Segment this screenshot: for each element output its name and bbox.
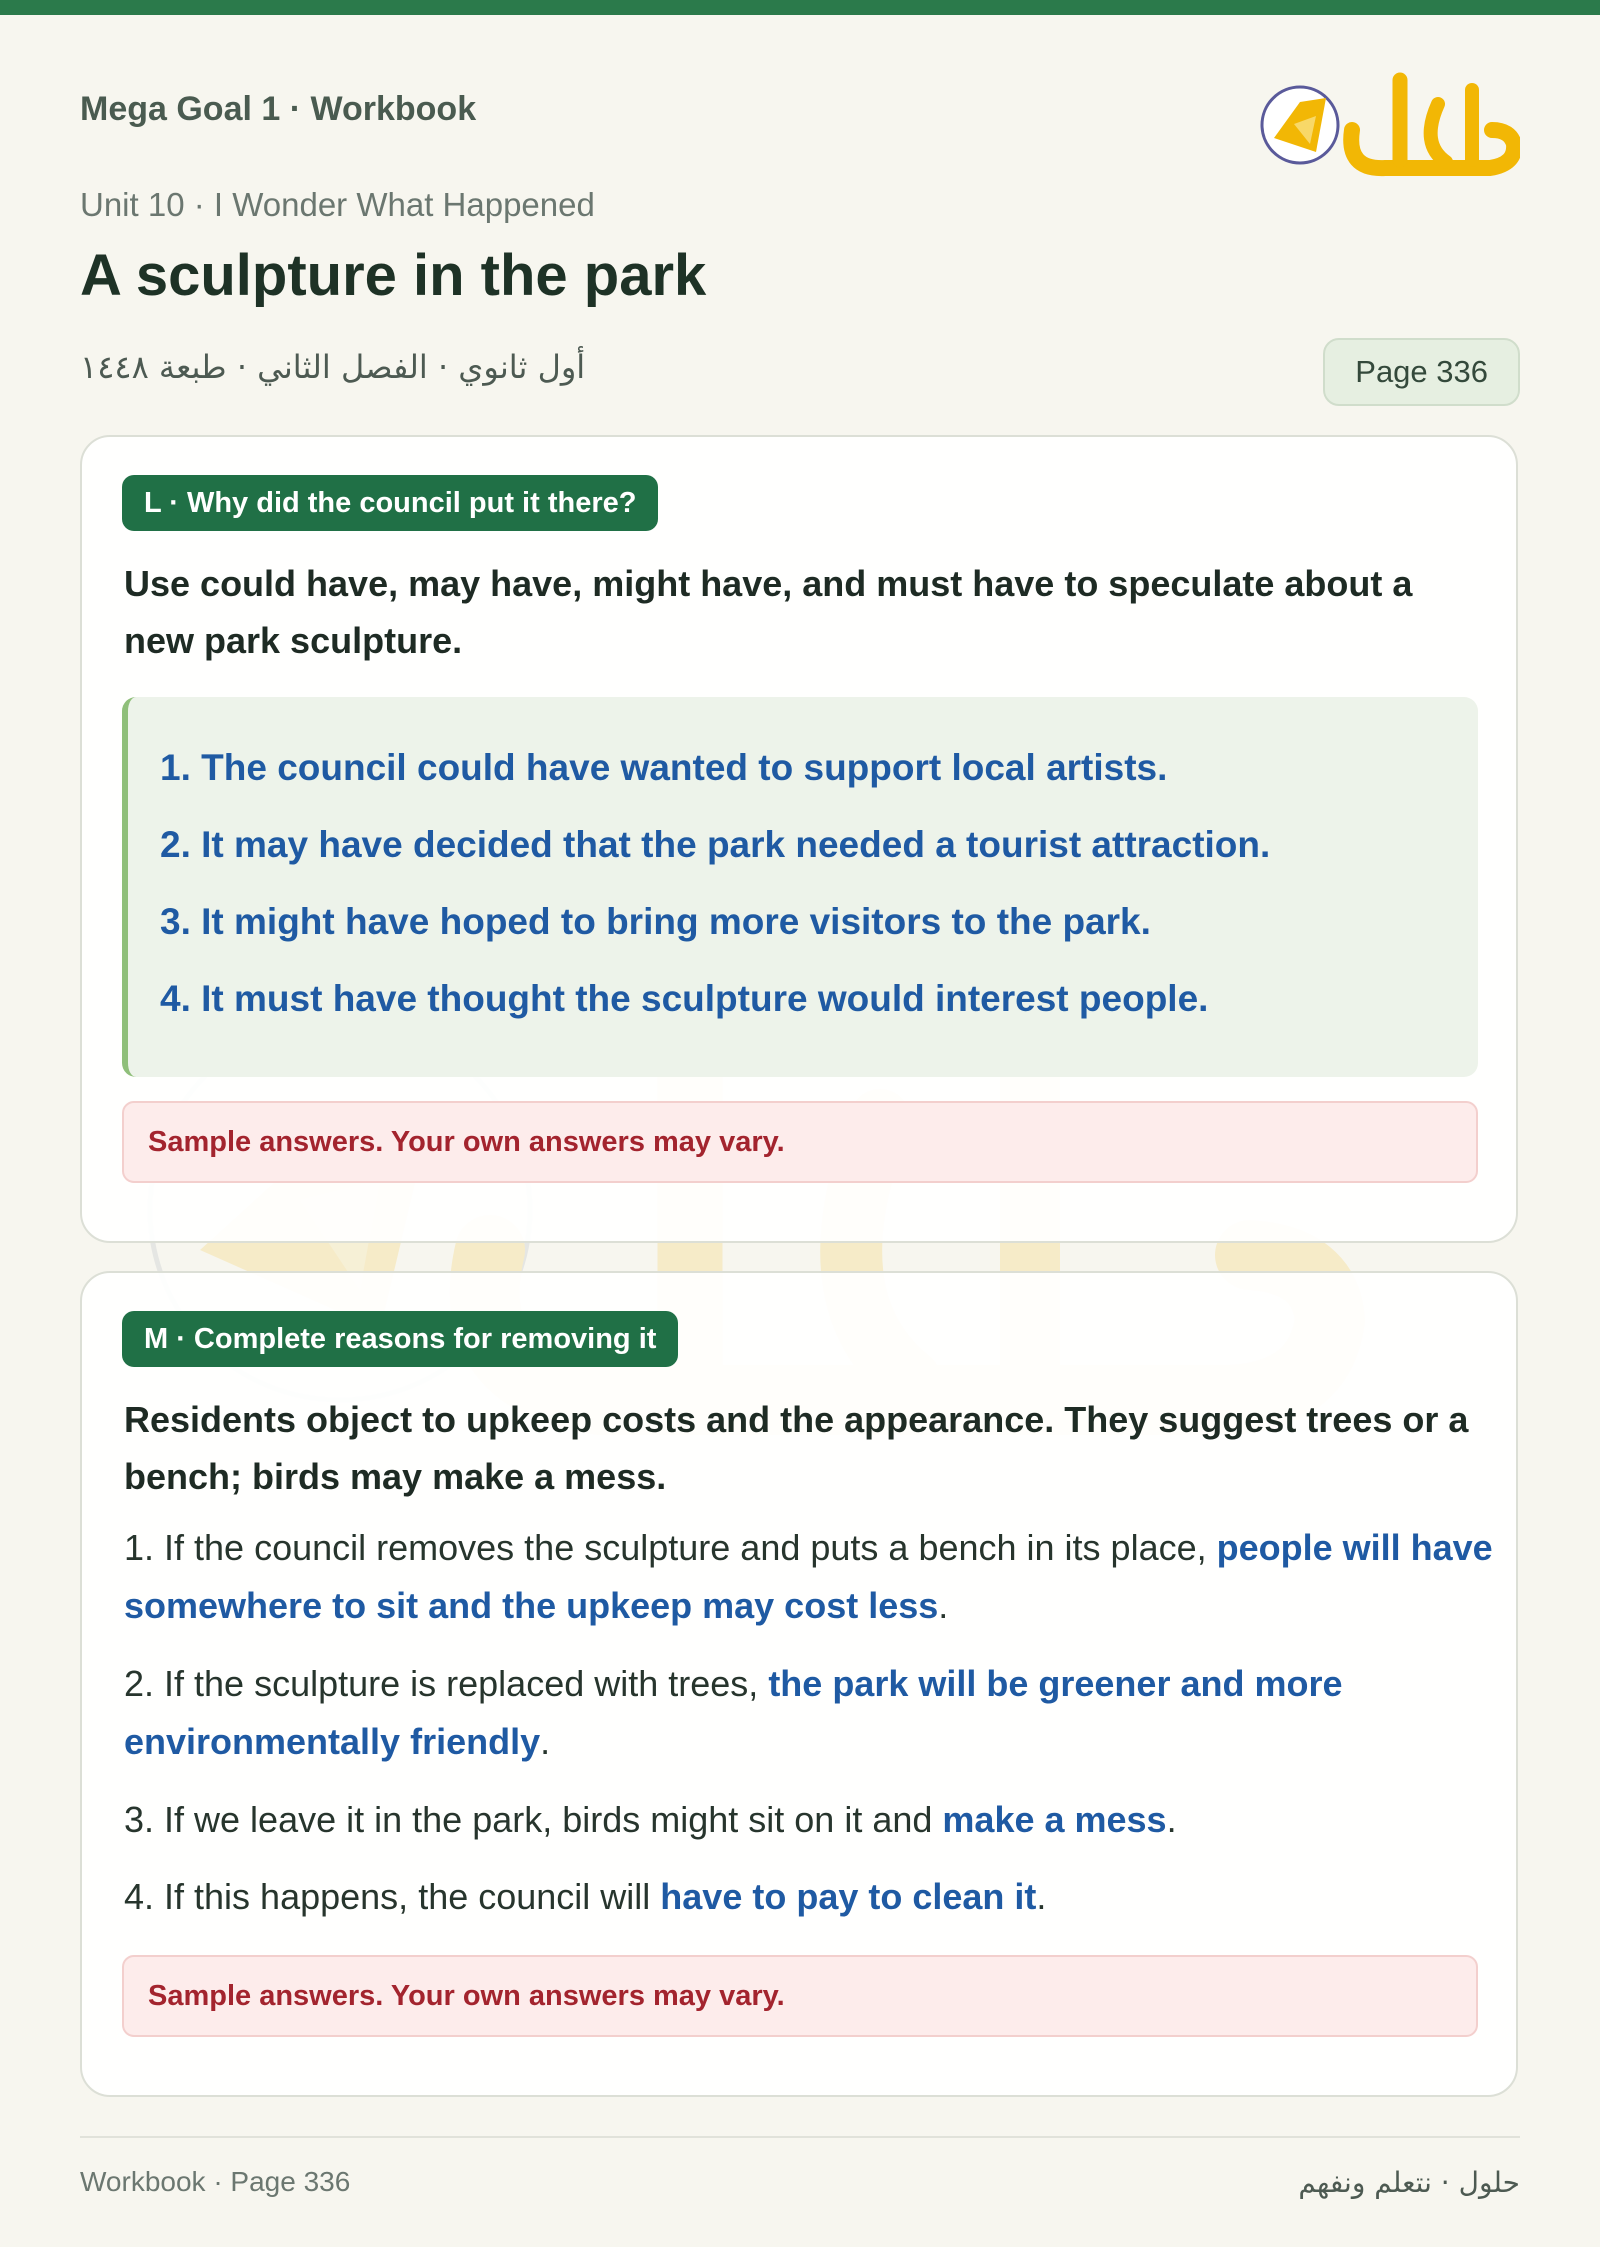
item-answer: make a mess [942,1799,1167,1840]
item-answer: have to pay to clean it [660,1876,1037,1917]
page-number-badge: Page 336 [1323,338,1520,406]
grade-semester-meta: أول ثانوي · الفصل الثاني · طبعة ١٤٤٨ [80,348,586,386]
answer-item: 2. It may have decided that the park needed a tourist attraction. [160,824,1271,865]
item-prompt: 2. If the sculpture is replaced with trees, [124,1663,769,1704]
answer-item: 3. It might have hoped to bring more visitors to the park. [160,901,1151,942]
top-accent-bar [0,0,1600,15]
item-answer: people will have somewhere to sit and the upkeep may cost less [124,1527,1493,1626]
page-title: A sculpture in the park [80,243,707,308]
item-end: . [1166,1799,1177,1840]
section-l-instruction: Use could have, may have, might have, and must have to speculate about a new park sculpture. [124,563,1413,661]
item-end: . [938,1585,949,1626]
item-answer: the park will be greener and more environmentally friendly [124,1663,1343,1762]
item-end: . [1036,1876,1047,1917]
section-l-note: Sample answers. Your own answers may vary. [122,1101,1478,1183]
footer-brand: حلول · نتعلم ونفهم [1298,2166,1520,2199]
section-m-note: Sample answers. Your own answers may vary. [122,1955,1478,2037]
answer-item: 1. The council could have wanted to support local artists. [160,747,1168,788]
section-l-label: L · Why did the council put it there? [122,475,658,531]
completion-item [124,1791,1494,1849]
item-end: . [540,1721,551,1762]
section-l-card [80,435,1518,1243]
section-l-answers [122,697,1478,1077]
item-prompt: 4. If this happens, the council will [124,1876,661,1917]
section-m-instruction: Residents object to upkeep costs and the appearance. They suggest trees or a bench; birds may make a mess. [124,1399,1469,1497]
answer-item: 4. It must have thought the sculpture would interest people. [160,978,1209,1019]
footer-page-label: Workbook · Page 336 [80,2166,351,2197]
completion-item [124,1868,1494,1926]
unit-label: Unit 10 · I Wonder What Happened [80,186,595,223]
hulul-logo [1260,60,1520,180]
section-m-label: M · Complete reasons for removing it [122,1311,678,1367]
footer-divider [80,2136,1520,2138]
book-title: Mega Goal 1 · Workbook [80,90,477,128]
section-m-card [80,1271,1518,2097]
completion-item [124,1519,1494,1635]
completion-item [124,1655,1494,1771]
page-header [80,90,1520,430]
item-prompt: 3. If we leave it in the park, birds might sit on it and [124,1799,943,1840]
item-prompt: 1. If the council removes the sculpture and puts a bench in its place, [124,1527,1217,1568]
